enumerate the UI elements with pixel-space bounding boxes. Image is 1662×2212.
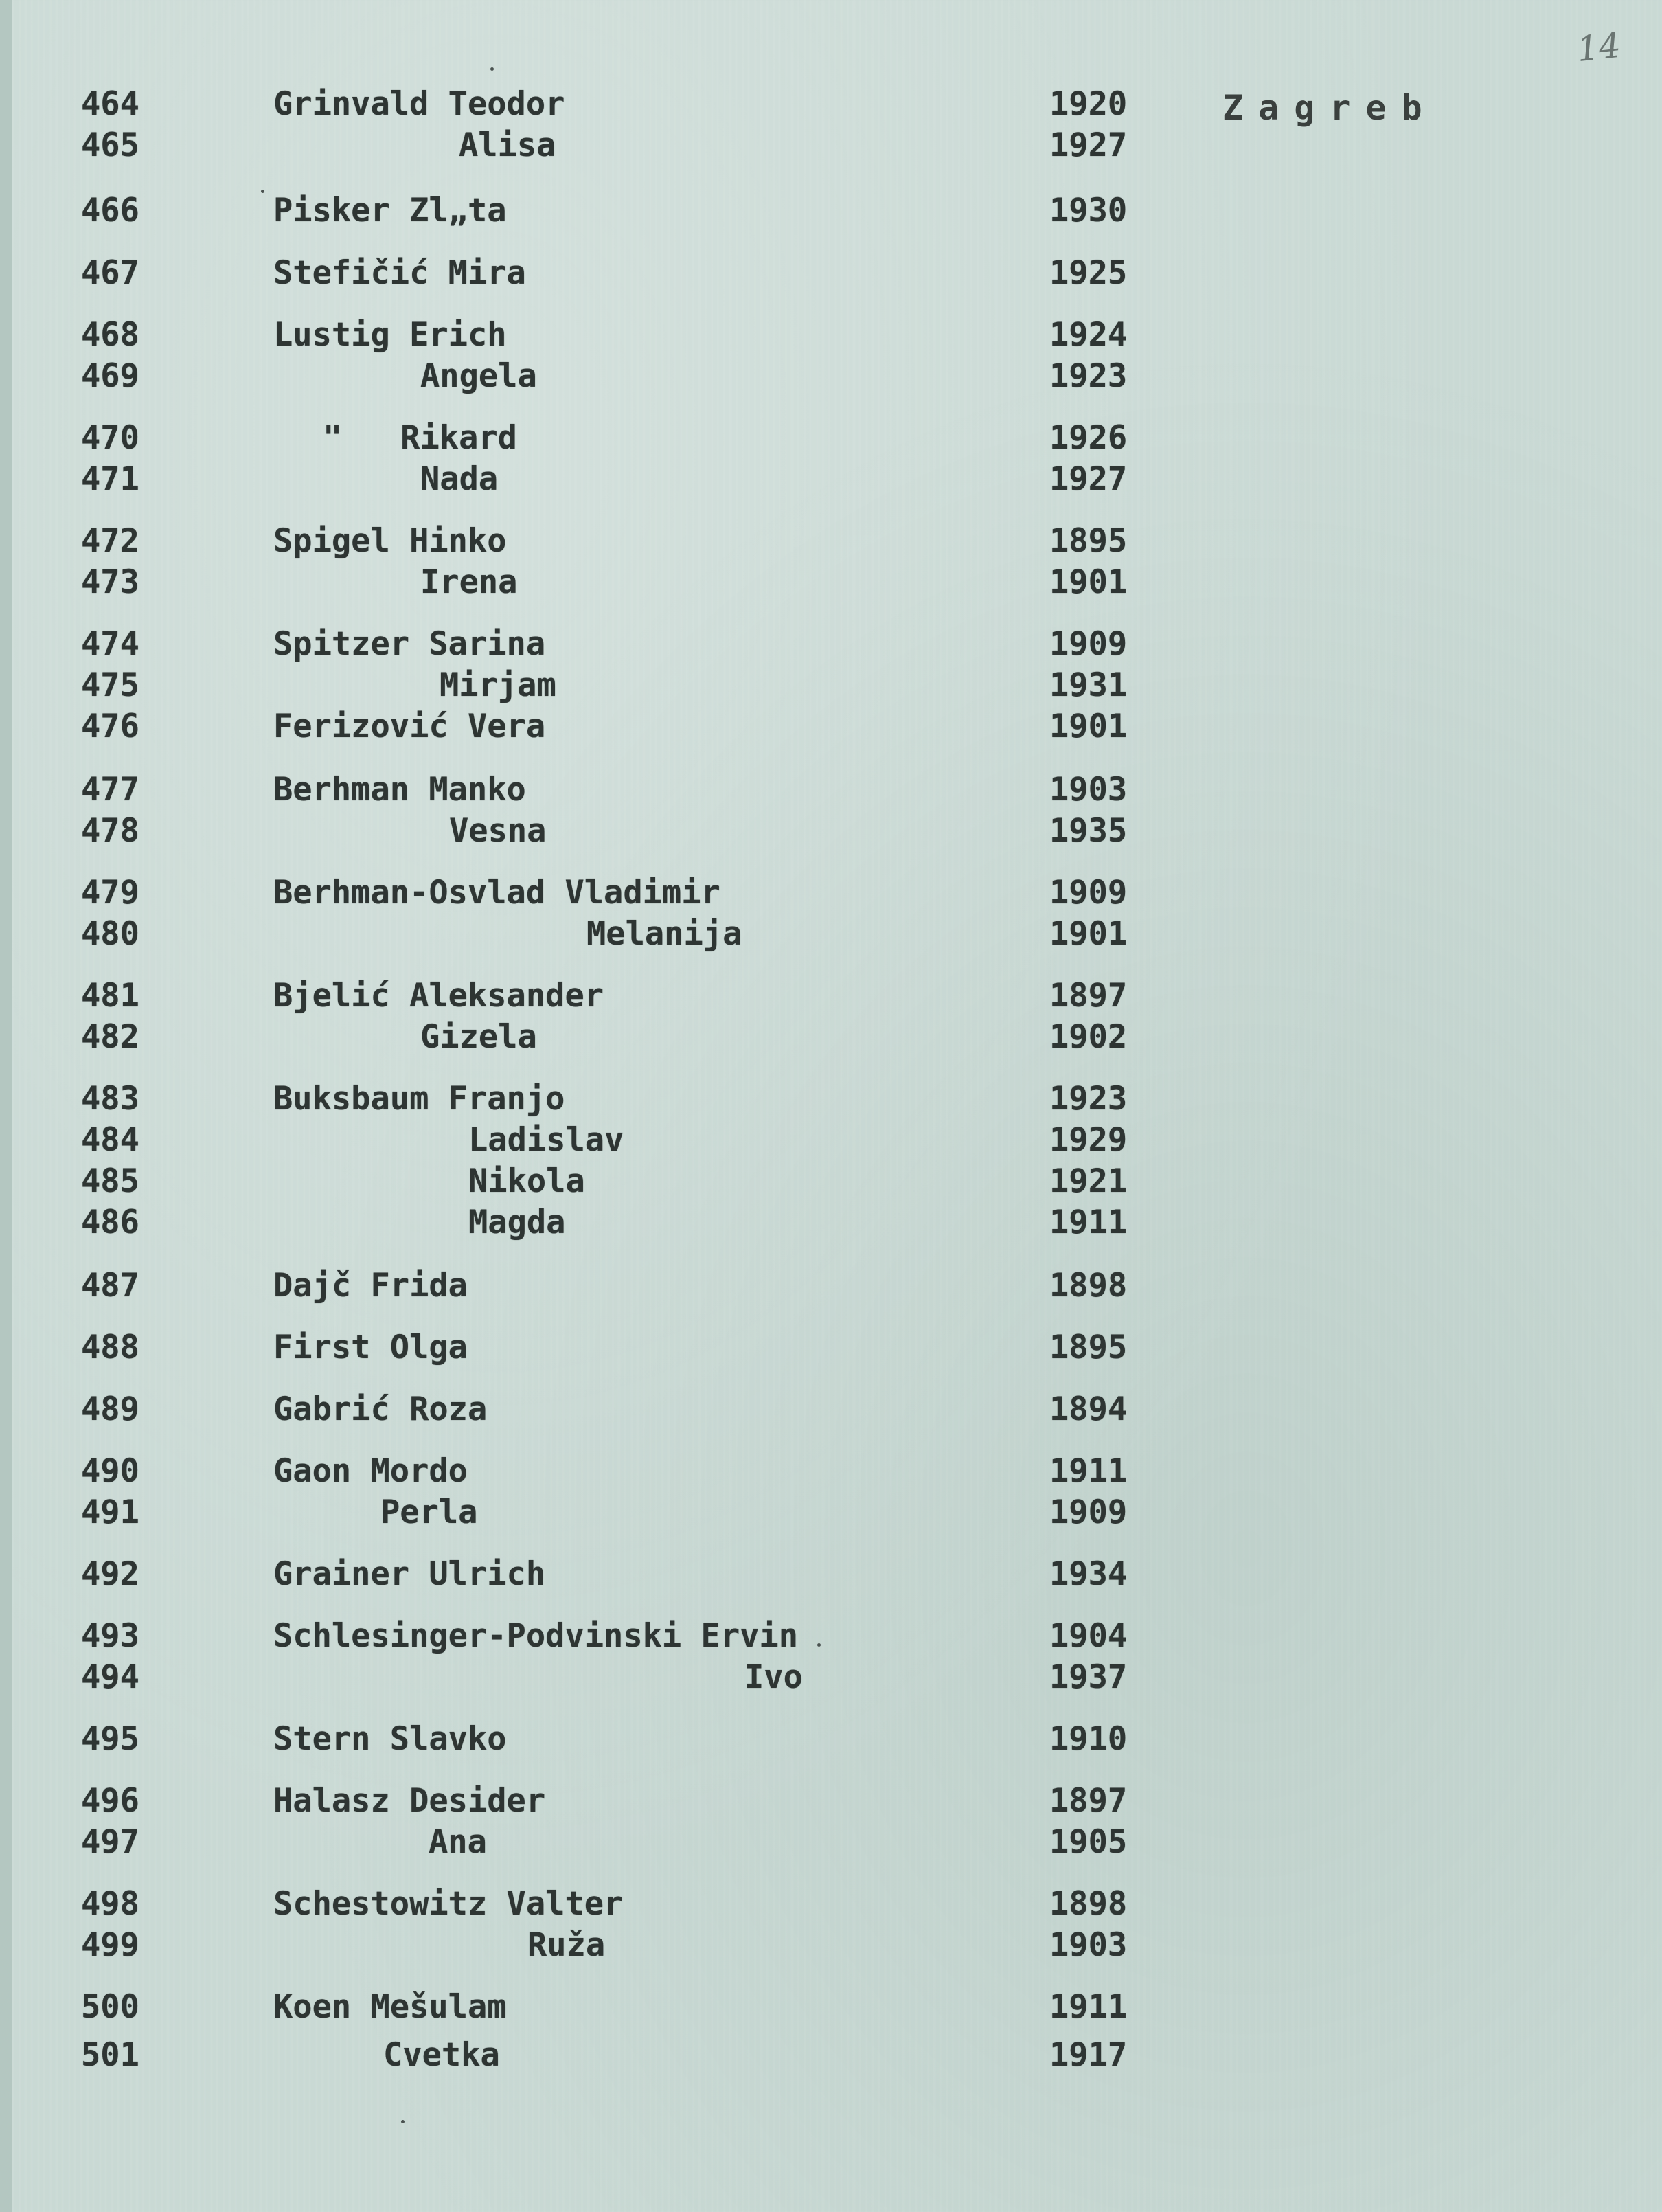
entry-name: Vesna [449,812,547,850]
paper-speck [817,1643,821,1647]
list-item [12,1017,1662,1058]
entry-year: 1904 [1049,1617,1128,1655]
entry-year: 1931 [1049,666,1128,704]
entry-year: 1895 [1049,522,1128,560]
list-item [12,190,1662,232]
entry-name: Grainer Ulrich [273,1555,546,1593]
entry-name: Melanija [587,915,742,953]
list-item [12,1327,1662,1368]
entry-name: Ivo [744,1658,803,1696]
entry-year: 1901 [1049,563,1128,601]
entry-name: Schlesinger-Podvinski Ervin [273,1617,799,1655]
entry-number: 465 [81,126,139,164]
entry-name: Alisa [459,126,556,164]
entry-year: 1905 [1049,1823,1128,1861]
entry-name: Pisker Zl„ta [273,192,507,229]
entry-name: Irena [420,563,518,601]
entry-name: Halasz Desider [273,1782,546,1820]
list-item [12,1554,1662,1595]
entry-number: 481 [81,977,139,1015]
entry-year: 1929 [1049,1121,1128,1159]
list-item [12,1265,1662,1307]
entry-number: 493 [81,1617,139,1655]
entry-name: Mirjam [440,666,556,704]
entry-name: Buksbaum Franjo [273,1080,565,1118]
entry-number: 477 [81,771,139,809]
list-item [12,1987,1662,2028]
entry-name: Ana [429,1823,487,1861]
entry-name: " Rikard [323,419,517,457]
entry-year: 1921 [1049,1162,1128,1200]
entry-name: Gaon Mordo [273,1452,468,1490]
entry-year: 1894 [1049,1390,1128,1428]
list-item [12,1925,1662,1966]
entry-year: 1901 [1049,915,1128,953]
entry-year: 1920 [1049,85,1128,123]
place-label: Zagreb [1222,88,1437,128]
list-item [12,624,1662,665]
paper-speck [401,2120,405,2123]
list-item [12,562,1662,603]
list-item [12,1451,1662,1492]
list-item [12,1719,1662,1760]
entry-name: Schestowitz Valter [273,1885,624,1923]
entry-name: Spigel Hinko [273,522,507,560]
entry-year: 1902 [1049,1018,1128,1056]
list-item [12,1781,1662,1822]
list-item [12,1616,1662,1657]
entry-number: 484 [81,1121,139,1159]
entry-number: 474 [81,625,139,663]
list-item [12,1120,1662,1161]
list-item [12,1389,1662,1430]
entry-number: 476 [81,708,139,745]
entry-year: 1909 [1049,1493,1128,1531]
entry-number: 471 [81,460,139,498]
entry-number: 497 [81,1823,139,1861]
list-item [12,1202,1662,1243]
entry-number: 473 [81,563,139,601]
entry-year: 1935 [1049,812,1128,850]
entry-number: 486 [81,1204,139,1241]
entry-number: 501 [81,2036,139,2074]
list-item [12,872,1662,914]
entry-number: 498 [81,1885,139,1923]
paper-speck [261,190,264,193]
entry-year: 1937 [1049,1658,1128,1696]
entry-number: 487 [81,1267,139,1305]
entry-year: 1923 [1049,357,1128,395]
entry-year: 1898 [1049,1267,1128,1305]
list-item [12,1822,1662,1863]
entry-year: 1923 [1049,1080,1128,1118]
entry-number: 494 [81,1658,139,1696]
list-item [12,84,1662,125]
entry-name: Magda [468,1204,566,1241]
entry-year: 1901 [1049,708,1128,745]
entry-number: 492 [81,1555,139,1593]
entry-number: 495 [81,1720,139,1758]
entry-name: Spitzer Sarina [273,625,546,663]
entry-year: 1898 [1049,1885,1128,1923]
entry-year: 1895 [1049,1329,1128,1366]
list-item [12,769,1662,811]
entry-name: Ladislav [468,1121,624,1159]
page-number: 14 [1575,25,1623,70]
entry-year: 1911 [1049,1452,1128,1490]
entry-year: 1924 [1049,316,1128,354]
entry-number: 490 [81,1452,139,1490]
entry-number: 500 [81,1988,139,2026]
entry-year: 1911 [1049,1988,1128,2026]
entry-number: 464 [81,85,139,123]
entry-number: 496 [81,1782,139,1820]
entry-year: 1910 [1049,1720,1128,1758]
entry-number: 482 [81,1018,139,1056]
list-item [12,706,1662,747]
entry-number: 488 [81,1329,139,1366]
entry-year: 1909 [1049,625,1128,663]
entry-number: 499 [81,1926,139,1964]
entry-name: Cvetka [383,2036,500,2074]
entry-year: 1911 [1049,1204,1128,1241]
list-item [12,459,1662,500]
entry-year: 1897 [1049,1782,1128,1820]
entry-year: 1897 [1049,977,1128,1015]
list-item [12,1884,1662,1925]
entry-number: 470 [81,419,139,457]
entry-name: Gabrić Roza [273,1390,488,1428]
entry-year: 1934 [1049,1555,1128,1593]
list-item [12,253,1662,294]
list-item [12,975,1662,1017]
list-item [12,665,1662,706]
list-item [12,418,1662,459]
entry-name: Angela [420,357,537,395]
entry-name: Berhman Manko [273,771,526,809]
entry-number: 483 [81,1080,139,1118]
entry-year: 1927 [1049,126,1128,164]
entry-name: Nikola [468,1162,585,1200]
list-item [12,125,1662,166]
entry-number: 485 [81,1162,139,1200]
list-item [12,356,1662,397]
entry-name: Ruža [527,1926,606,1964]
entry-list [12,0,1662,2212]
list-item [12,2035,1662,2076]
entry-year: 1927 [1049,460,1128,498]
list-item [12,1161,1662,1202]
entry-number: 478 [81,812,139,850]
entry-name: Dajč Frida [273,1267,468,1305]
entry-year: 1930 [1049,192,1128,229]
list-item [12,1492,1662,1533]
list-item [12,315,1662,356]
list-item [12,1657,1662,1698]
entry-name: Nada [420,460,499,498]
list-item [12,1079,1662,1120]
entry-name: Bjelić Aleksander [273,977,604,1015]
entry-number: 469 [81,357,139,395]
list-item [12,914,1662,955]
entry-number: 479 [81,874,139,912]
entry-number: 480 [81,915,139,953]
entry-name: First Olga [273,1329,468,1366]
entry-number: 466 [81,192,139,229]
entry-year: 1926 [1049,419,1128,457]
entry-year: 1925 [1049,254,1128,292]
entry-name: Stefičić Mira [273,254,526,292]
entry-name: Ferizović Vera [273,708,546,745]
paper-speck [490,67,494,71]
entry-name: Gizela [420,1018,537,1056]
entry-year: 1917 [1049,2036,1128,2074]
entry-year: 1909 [1049,874,1128,912]
entry-number: 472 [81,522,139,560]
list-item [12,521,1662,562]
list-item [12,811,1662,852]
entry-name: Grinvald Teodor [273,85,565,123]
entry-number: 468 [81,316,139,354]
entry-name: Stern Slavko [273,1720,507,1758]
entry-name: Koen Mešulam [273,1988,507,2026]
entry-name: Berhman-Osvlad Vladimir [273,874,720,912]
entry-year: 1903 [1049,1926,1128,1964]
entry-name: Lustig Erich [273,316,507,354]
entry-number: 491 [81,1493,139,1531]
entry-number: 489 [81,1390,139,1428]
entry-number: 475 [81,666,139,704]
entry-name: Perla [380,1493,478,1531]
entry-number: 467 [81,254,139,292]
entry-year: 1903 [1049,771,1128,809]
